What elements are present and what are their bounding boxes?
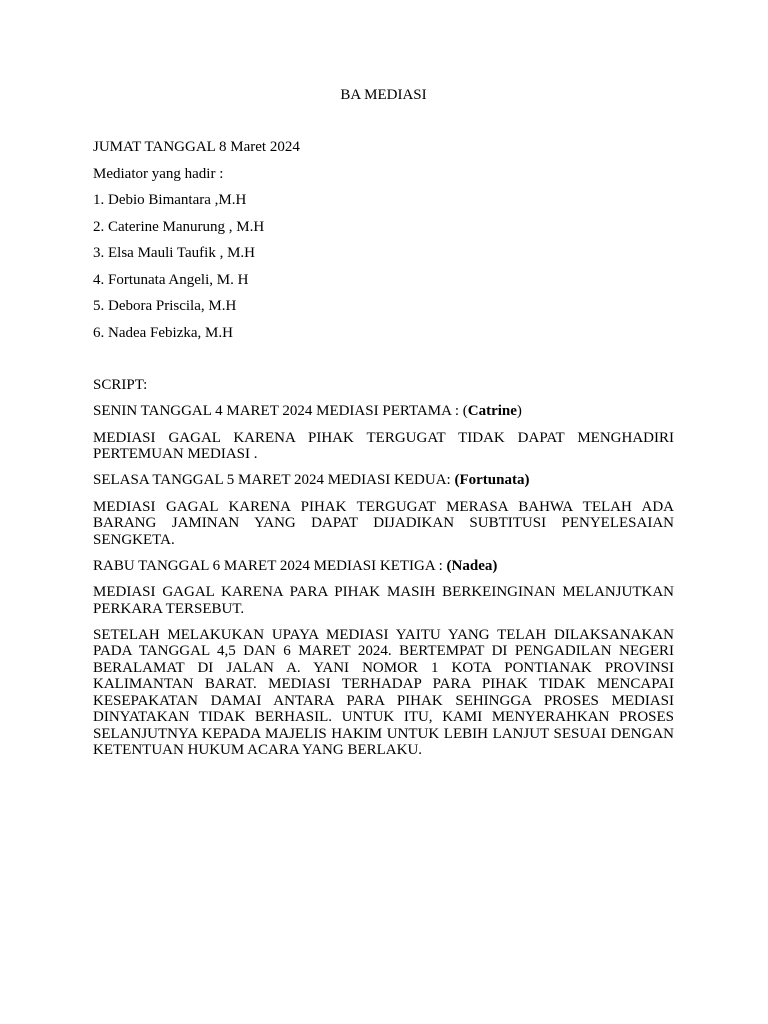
session-2-heading [93,472,674,489]
session-3-prefix: RABU TANGGAL 6 MARET 2024 MEDIASI KETIGA : [93,557,447,574]
document-body [93,87,674,759]
conclusion-paragraph: SETELAH MELAKUKAN UPAYA MEDIASI YAITU YANG TELAH DILAKSANAKAN PADA TANGGAL 4,5 DAN 6 MARET 2024. BERTEMPAT DI PENGADILAN NEGERI BERALAMAT DI JALAN A. YANI NOMOR 1 KOTA PONTIANAK PROVINSI KALIMANTAN BARAT. MEDIASI TERHADAP PARA PIHAK TIDAK MENCAPAI KESEPAKATAN DAMAI ANTARA PARA PIHAK SEHINGGA PROSES MEDIASI DINYATAKAN TIDAK BERHASIL. UNTUK ITU, KAMI MENYERAHKAN PROSES SELANJUTNYA KEPADA MAJELIS HAKIM UNTUK LEBIH LANJUT SESUAI DENGAN KETENTUAN HUKUM ACARA YANG BERLAKU. [93,626,674,758]
session-2-prefix: SELASA TANGGAL 5 MARET 2024 MEDIASI KEDUA: [93,472,455,488]
session-3-mediator: (Nadea) [446,557,498,574]
session-1-heading [93,403,674,420]
script-label: SCRIPT: [93,376,148,393]
mediator-item: 2. Caterine Manurung , M.H [93,218,265,235]
session-3-heading [93,558,674,575]
session-3-result: MEDIASI GAGAL KARENA PARA PIHAK MASIH BERKEINGINAN MELANJUTKAN PERKARA TERSEBUT. [93,584,674,617]
mediator-item: 1. Debio Bimantara ,M.H [93,192,247,208]
session-1-suffix: ) [516,403,522,419]
mediator-list [93,192,674,342]
session-2-mediator: (Fortunata) [454,472,530,488]
session-2-result: MEDIASI GAGAL KARENA PIHAK TERGUGAT MERASA BAHWA TELAH ADA BARANG JAMINAN YANG DAPAT DIJADIKAN SUBTITUSI PENYELESAIAN SENGKETA. [93,498,674,548]
session-1-prefix: SENIN TANGGAL 4 MARET 2024 MEDIASI PERTAMA : ( [93,403,468,419]
mediator-item: 3. Elsa Mauli Taufik , M.H [93,245,255,261]
document-title: BA MEDIASI [340,87,427,103]
session-1-result: MEDIASI GAGAL KARENA PIHAK TERGUGAT TIDAK DAPAT MENGHADIRI PERTEMUAN MEDIASI . [93,429,674,462]
mediators-label: Mediator yang hadir : [93,165,224,182]
date-line: JUMAT TANGGAL 8 Maret 2024 [93,139,300,155]
mediator-item: 6. Nadea Febizka, M.H [93,324,233,341]
session-1-mediator: Catrine [467,403,517,419]
mediator-item: 5. Debora Priscila, M.H [93,298,237,314]
mediator-item: 4. Fortunata Angeli, M. H [93,271,249,288]
